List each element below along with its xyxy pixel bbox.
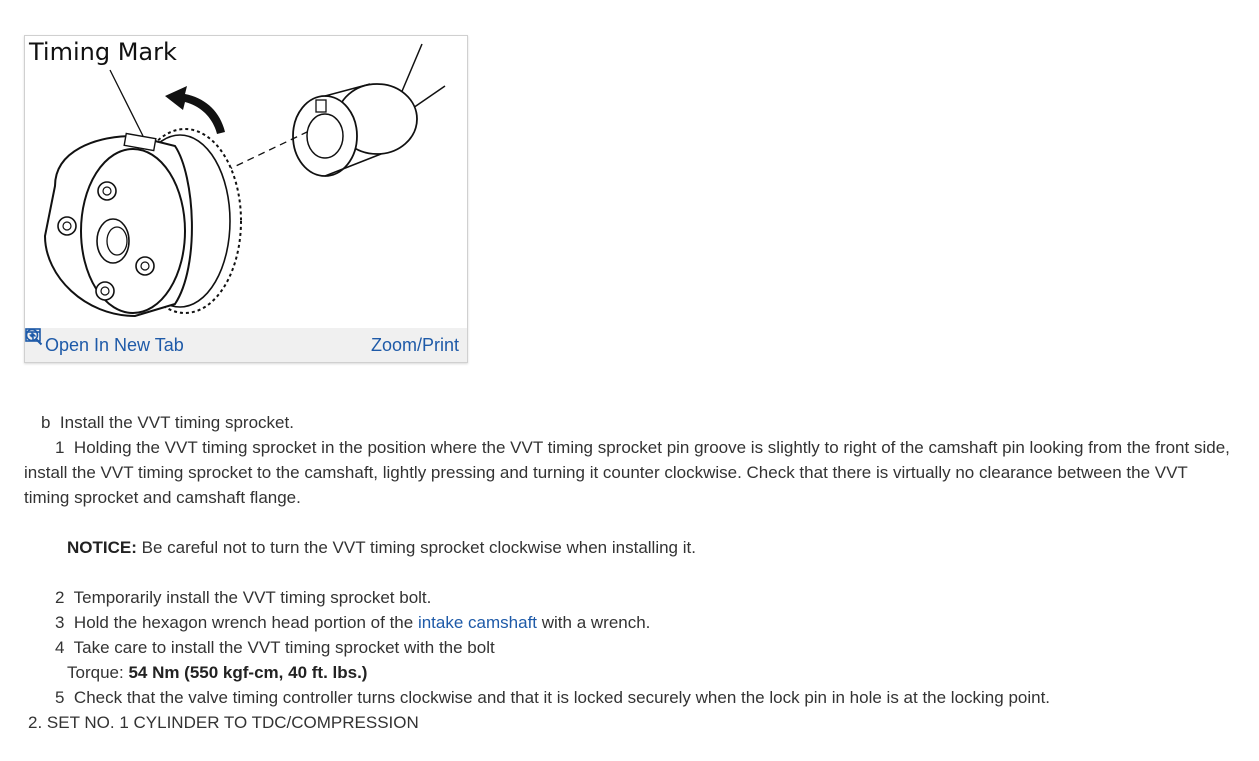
notice-label: NOTICE: (67, 538, 137, 557)
step-4-number: 4 (55, 638, 65, 657)
notice-text: Be careful not to turn the VVT timing sprocket clockwise when installing it. (141, 538, 696, 557)
intake-camshaft-link[interactable]: intake camshaft (417, 613, 538, 632)
step-1-text: Holding the VVT timing sprocket in the position where the VVT timing sprocket pin groove is slightly to right of the camshaft pin looking from the front side, install the VVT timing sprocket to the camshaft, lightly pressing and turning it counter clockwise. Check that there is virtually no clearance between the VVT timing sprocket and camshaft flange. (24, 438, 1230, 507)
zoom-print-label: Zoom/Print (370, 334, 459, 355)
next-section-heading: 2. SET NO. 1 CYLINDER TO TDC/COMPRESSION (28, 713, 419, 732)
step-5-text: Check that the valve timing controller turns clockwise and that it is locked securely when the lock pin in hole is at the locking point. (73, 688, 1051, 707)
step-3 (24, 610, 1234, 635)
figure-panel (24, 35, 468, 363)
step-5 (24, 685, 1234, 710)
notice (24, 535, 1234, 560)
open-in-new-tab-link[interactable] (39, 335, 184, 356)
torque-label: Torque: (67, 663, 124, 682)
step-b-number: b (41, 413, 51, 432)
step-2-text: Temporarily install the VVT timing sprocket bolt. (73, 588, 432, 607)
step-b-text: Install the VVT timing sprocket. (59, 413, 294, 432)
figure-caption: Timing Mark (29, 38, 177, 66)
step-1 (24, 435, 1234, 510)
step-2 (24, 585, 1234, 610)
procedure-text (24, 410, 1234, 735)
zoom-print-link[interactable] (365, 335, 459, 356)
step-3-number: 3 (55, 613, 65, 632)
torque-value: 54 Nm (550 kgf-cm, 40 ft. lbs.) (128, 663, 368, 682)
step-4-text: Take care to install the VVT timing sprocket with the bolt (73, 638, 495, 657)
open-in-new-tab-label: Open In New Tab (45, 334, 184, 355)
step-b (24, 410, 1234, 435)
figure-toolbar (25, 328, 467, 362)
step-2-number: 2 (55, 588, 65, 607)
step-3-text-post: with a wrench. (541, 613, 651, 632)
timing-sprocket-illustration (25, 36, 467, 328)
torque-spec (24, 660, 1234, 685)
step-4 (24, 635, 1234, 660)
step-1-number: 1 (55, 438, 65, 457)
step-5-number: 5 (55, 688, 65, 707)
step-3-text-pre: Hold the hexagon wrench head portion of the (73, 613, 414, 632)
